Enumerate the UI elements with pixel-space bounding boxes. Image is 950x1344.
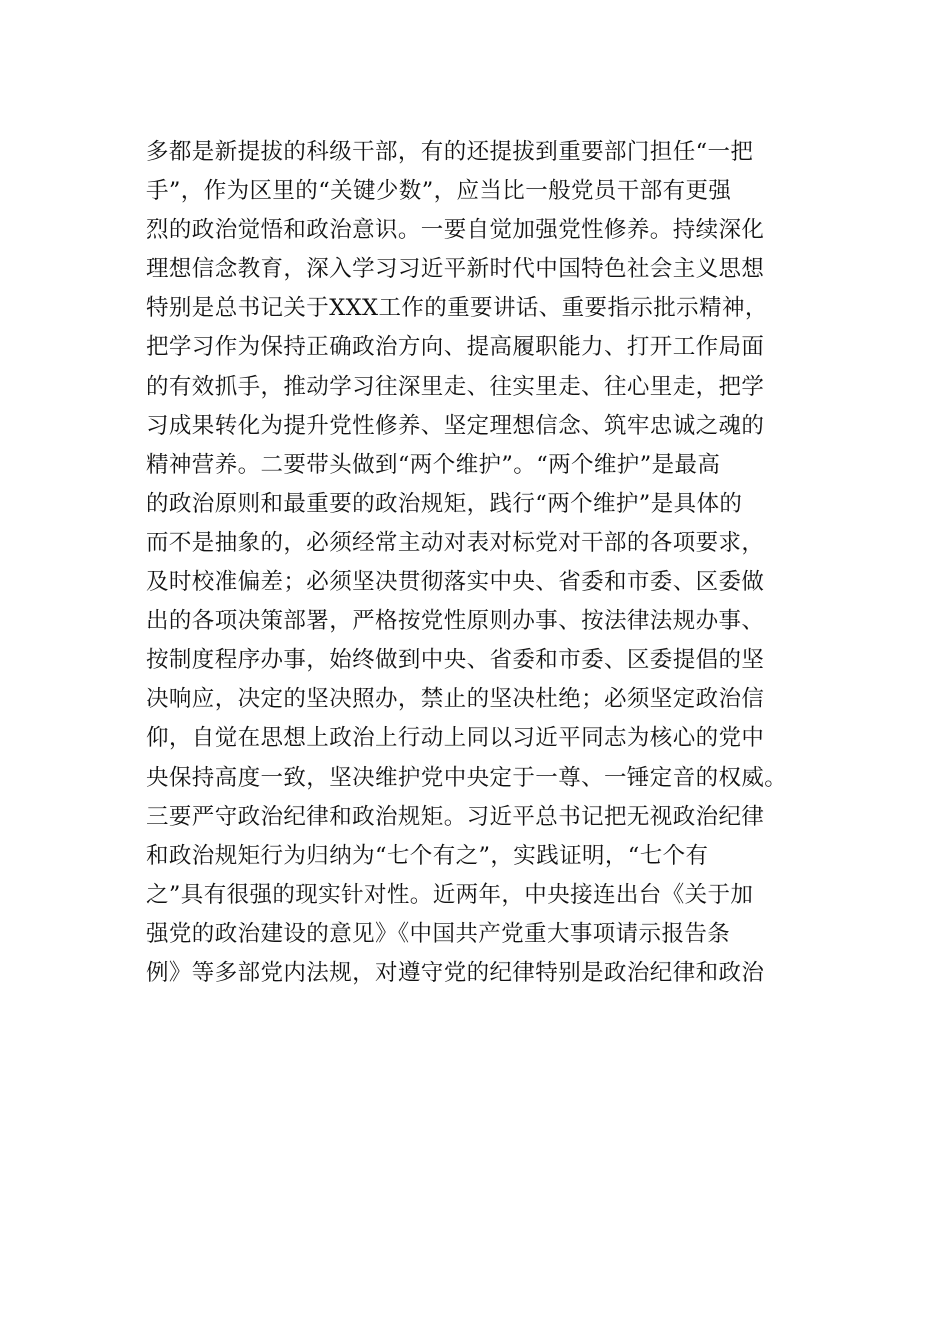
text-line: 三要严守政治纪律和政治规矩。习近平总书记把无视政治纪律	[146, 803, 765, 830]
text-line: 仰，自觉在思想上政治上行动上同以习近平同志为核心的党中	[146, 725, 765, 752]
body-text	[146, 133, 826, 993]
text-line: 而不是抽象的，必须经常主动对表对标党对干部的各项要求，	[146, 529, 765, 556]
text-line: 精神营养。二要带头做到“两个维护”。“两个维护”是最高	[146, 451, 721, 478]
text-line: 特别是总书记关于XXX工作的重要讲话、重要指示批示精神，	[146, 295, 768, 322]
text-line: 烈的政治觉悟和政治意识。一要自觉加强党性修养。持续深化	[146, 217, 765, 244]
text-line: 习成果转化为提升党性修养、坚定理想信念、筑牢忠诚之魂的	[146, 412, 765, 439]
text-line: 央保持高度一致，坚决维护党中央定于一尊、一锤定音的权威。	[146, 764, 788, 791]
text-line: 多都是新提拔的科级干部，有的还提拔到重要部门担任“一把	[146, 139, 754, 165]
text-line: 按制度程序办事，始终做到中央、省委和市委、区委提倡的坚	[146, 647, 765, 674]
text-line: 理想信念教育，深入学习习近平新时代中国特色社会主义思想	[146, 256, 765, 283]
text-line: 决响应，决定的坚决照办，禁止的坚决杜绝；必须坚定政治信	[146, 686, 765, 713]
text-line: 例》等多部党内法规，对遵守党的纪律特别是政治纪律和政治	[146, 959, 765, 986]
text-line: 的有效抓手，推动学习往深里走、往实里走、往心里走，把学	[146, 373, 765, 400]
text-line: 的政治原则和最重要的政治规矩，践行“两个维护”是具体的	[146, 490, 743, 517]
text-line: 强党的政治建设的意见》《中国共产党重大事项请示报告条	[146, 920, 731, 947]
text-line: 和政治规矩行为归纳为“七个有之”，实践证明，“七个有	[146, 842, 709, 869]
text-line: 把学习作为保持正确政治方向、提高履职能力、打开工作局面	[146, 334, 765, 361]
text-line: 及时校准偏差；必须坚决贯彻落实中央、省委和市委、区委做	[146, 569, 765, 596]
text-line: 出的各项决策部署，严格按党性原则办事、按法律法规办事、	[146, 608, 765, 635]
text-line: 手”，作为区里的“关键少数”，应当比一般党员干部有更强	[146, 178, 732, 205]
text-line: 之”具有很强的现实针对性。近两年，中央接连出台《关于加	[146, 881, 754, 908]
